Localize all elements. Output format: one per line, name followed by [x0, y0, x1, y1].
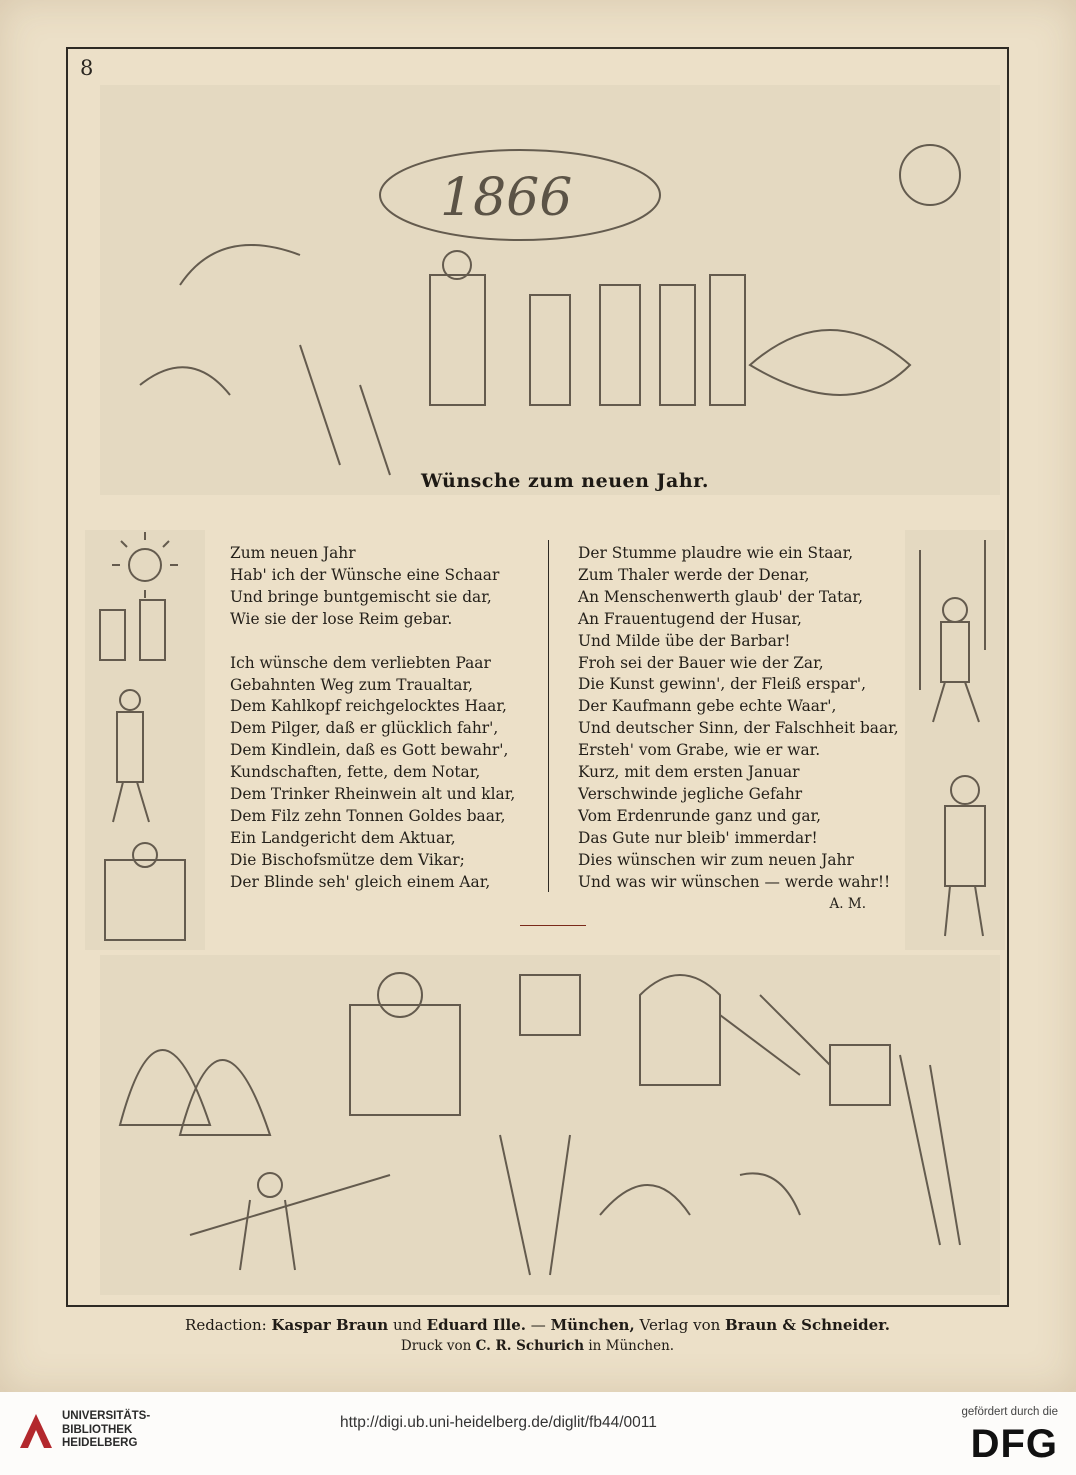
poem-line: Verschwinde jegliche Gefahr [578, 784, 803, 803]
poem-right-column [578, 543, 908, 915]
poem-line: Und bringe buntgemischt sie dar, [230, 587, 492, 606]
imprint-line-1 [66, 1314, 1009, 1336]
poem-line: Der Blinde seh' gleich einem Aar, [230, 872, 491, 891]
poem-line: Hab' ich der Wünsche eine Schaar [230, 565, 500, 584]
dfg-logo[interactable]: DFG [970, 1422, 1058, 1466]
poem-line: Zum Thaler werde der Denar, [578, 565, 810, 584]
poem-line: Ersteh' vom Grabe, wie er war. [578, 741, 821, 760]
poem-line: Vom Erdenrunde ganz und gar, [578, 806, 822, 825]
imprint [66, 1314, 1009, 1356]
poem-line: Und Milde übe der Barbar! [578, 631, 791, 650]
poem-line: Dem Kahlkopf reichgelocktes Haar, [230, 697, 507, 716]
poem-line: Dem Kindlein, daß es Gott bewahr', [230, 741, 509, 760]
poem-line: Dem Filz zehn Tonnen Goldes baar, [230, 806, 506, 825]
column-divider [548, 540, 549, 892]
editor-2: Eduard Ille. [426, 1316, 526, 1334]
and-word: und [392, 1316, 422, 1334]
page-heading: Wünsche zum neuen Jahr. [420, 470, 710, 492]
poem-line: Und deutscher Sinn, der Falschheit baar, [578, 719, 899, 738]
institution-line: HEIDELBERG [62, 1437, 138, 1449]
poem-line: Der Stumme plaudre wie ein Staar, [578, 544, 854, 562]
permalink-url[interactable]: http://digi.ub.uni-heidelberg.de/diglit/fb44/0011 [340, 1414, 657, 1431]
imprint-line-2 [66, 1336, 1009, 1356]
poem-line: Kurz, mit dem ersten Januar [578, 763, 800, 782]
institution-line: UNIVERSITÄTS- [62, 1410, 151, 1422]
editor-1: Kaspar Braun [271, 1316, 389, 1334]
poem-line: Ein Landgericht dem Aktuar, [230, 828, 456, 847]
publisher-label: Verlag von [639, 1316, 721, 1334]
print-city: in München. [588, 1338, 675, 1354]
institution-name[interactable] [62, 1410, 150, 1451]
stanza-gap [230, 631, 540, 653]
poem-line: Dies wünschen wir zum neuen Jahr [578, 850, 854, 869]
year-1866: 1866 [440, 168, 573, 228]
top-illustration [100, 85, 1000, 495]
bottom-illustration [100, 955, 1000, 1295]
poem-line: Ich wünsche dem verliebten Paar [230, 653, 491, 672]
print-label: Druck von [400, 1338, 472, 1354]
viewer-footer [0, 1392, 1076, 1475]
poem-line: Wie sie der lose Reim gebar. [230, 609, 453, 628]
right-vignettes [905, 530, 1005, 950]
poem-line: Kundschaften, fette, dem Notar, [230, 763, 481, 782]
poem-line: Die Kunst gewinn', der Fleiß erspar', [578, 675, 867, 694]
university-logo-icon[interactable] [18, 1410, 54, 1450]
poem-line: Der Kaufmann gebe echte Waar', [578, 697, 837, 716]
poem-line: Dem Trinker Rheinwein alt und klar, [230, 785, 516, 804]
poem-line: Dem Pilger, daß er glücklich fahr', [230, 719, 499, 738]
left-vignettes [85, 530, 205, 950]
imprint-dash: — [530, 1316, 546, 1334]
poem-line: Froh sei der Bauer wie der Zar, [578, 653, 824, 672]
printer: C. R. Schurich [475, 1338, 585, 1354]
poem-line: Und was wir wünschen — werde wahr!! [578, 872, 891, 891]
poem-signature: A. M. [829, 895, 866, 912]
poem-line: Das Gute nur bleib' immerdar! [578, 828, 818, 847]
poem-left-column [230, 543, 540, 894]
redaction-label: Redaction: [185, 1316, 267, 1334]
institution-line: BIBLIOTHEK [62, 1423, 133, 1436]
page-number: 8 [80, 56, 94, 80]
publisher: Braun & Schneider. [725, 1316, 890, 1334]
city: München, [550, 1316, 635, 1334]
funded-by-label: gefördert durch die [961, 1406, 1058, 1418]
poem-line: An Frauentugend der Husar, [578, 609, 802, 628]
poem-line: Gebahnten Weg zum Traualtar, [230, 675, 474, 694]
poem-line: Zum neuen Jahr [230, 544, 356, 562]
poem-line: Die Bischofsmütze dem Vikar; [230, 850, 465, 869]
ornament-rule [520, 925, 586, 926]
poem-line: An Menschenwerth glaub' der Tatar, [578, 587, 863, 606]
